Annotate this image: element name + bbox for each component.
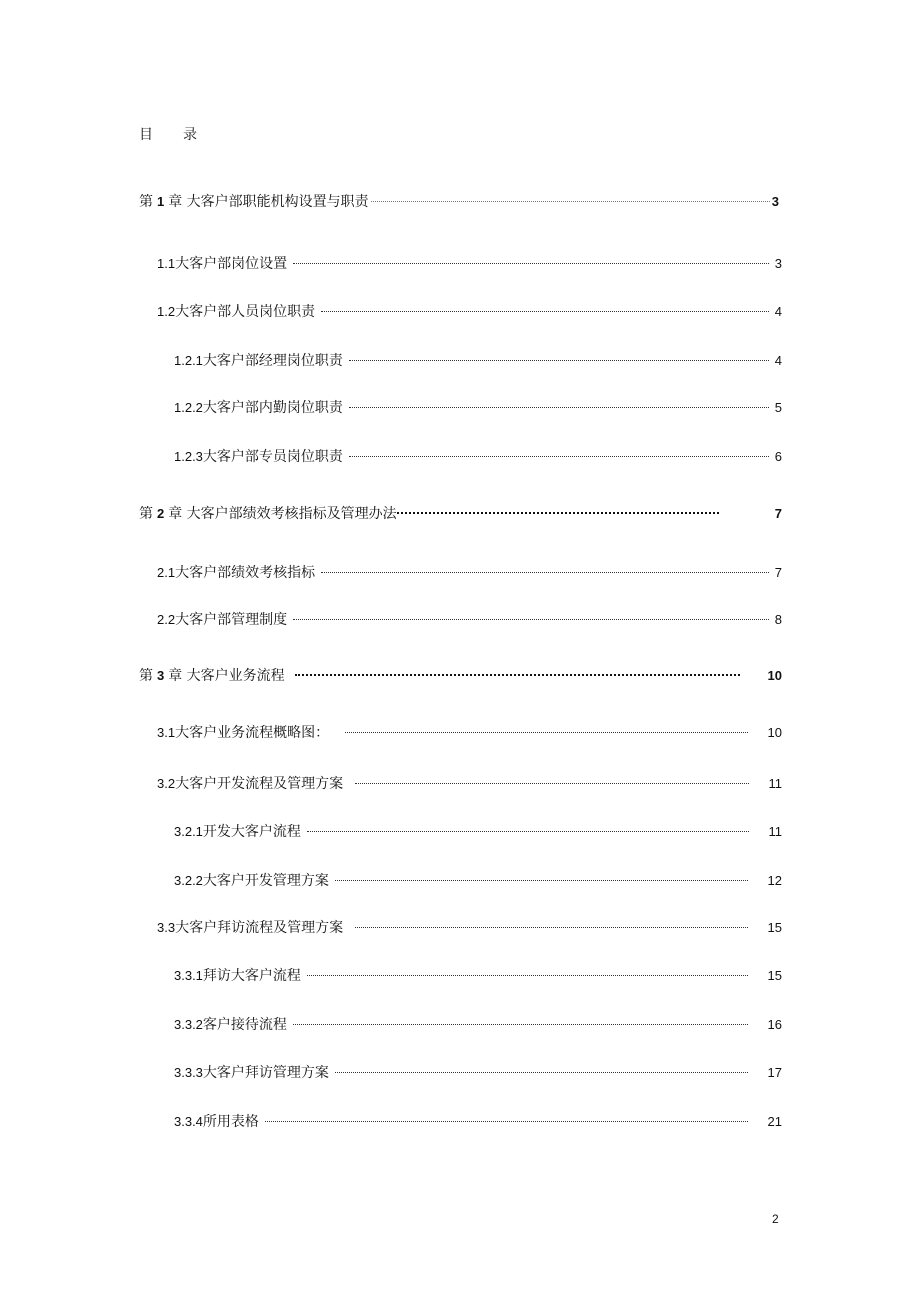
toc-entry-3-3-4[interactable] [174,1111,782,1131]
toc-entry-text: 大客户部管理制度 [175,612,288,628]
toc-leader [321,572,769,573]
toc-entry-page: 4 [774,304,782,319]
toc-entry-number: 2.1 [157,565,176,580]
toc-entry-number: 3.3.2 [174,1017,203,1032]
toc-leader [345,732,747,733]
toc-entry-text: 大客户部专员岗位职责 [202,449,343,465]
toc-entry-number: 2 [157,506,165,521]
toc-entry-text: 客户接待流程 [202,1017,287,1033]
toc-entry-page: 12 [767,873,782,888]
toc-entry-text: 大客户拜访流程及管理方案 [175,920,344,936]
toc-entry-1-2-1[interactable] [174,350,782,370]
toc-entry-1-1[interactable] [157,253,782,273]
toc-entry-3-3-2[interactable] [174,1014,782,1034]
toc-entry-number: 2.2 [157,612,176,627]
toc-entry-page: 17 [767,1065,782,1080]
toc-leader [321,311,769,312]
toc-entry-1-2-2[interactable] [174,397,782,417]
toc-entry-text: 大客户开发流程及管理方案 [175,776,344,792]
toc-leader [349,456,769,457]
toc-title [139,124,197,144]
toc-leader [307,831,749,832]
toc-entry-text: 大客户业务流程概略图： [175,725,330,741]
toc-entry-page: 3 [771,194,779,209]
toc-entry-page: 11 [768,776,782,791]
toc-leader [355,783,748,784]
toc-entry-page: 10 [767,725,782,740]
toc-entry-3-2-1[interactable] [174,821,782,841]
toc-entry-3-2[interactable] [157,773,782,793]
toc-entry-text: 大客户部绩效考核指标 [175,565,316,581]
toc-entry-prefix: 第 [139,506,153,522]
toc-entry-text: 大客户部岗位设置 [175,256,288,272]
toc-entry-number: 3.3.3 [174,1065,203,1080]
toc-leader [335,880,748,881]
page-number: 2 [772,1212,779,1226]
toc-entry-page: 21 [767,1114,782,1129]
toc-entry-1-2[interactable] [157,301,782,321]
toc-leader [335,1072,748,1073]
toc-leader [265,1121,748,1122]
toc-title-left: 目 [139,127,153,143]
toc-entry-text: 章 大客户业务流程 [168,668,285,684]
toc-entry-text: 大客户部内勤岗位职责 [202,400,343,416]
toc-entry-number: 1.2.2 [174,400,203,415]
toc-entry-text: 章 大客户部职能机构设置与职责 [168,194,369,210]
toc-entry-text: 大客户开发管理方案 [202,873,329,889]
toc-entry-chapter-1[interactable] [139,191,779,211]
toc-entry-page: 4 [774,353,782,368]
toc-leader [349,360,769,361]
toc-entry-page: 15 [767,968,782,983]
toc-entry-3-2-2[interactable] [174,870,782,890]
toc-entry-3-3-3[interactable] [174,1062,782,1082]
toc-leader [355,927,747,928]
toc-leader [349,407,769,408]
toc-entry-page: 7 [774,506,782,521]
toc-entry-text: 大客户拜访管理方案 [202,1065,329,1081]
toc-entry-page: 3 [774,256,782,271]
toc-leader [307,975,748,976]
toc-entry-2-2[interactable] [157,609,782,629]
toc-entry-number: 3.3.4 [174,1114,203,1129]
toc-entry-text: 大客户部经理岗位职责 [202,353,343,369]
toc-entry-page: 5 [774,400,782,415]
toc-entry-page: 10 [767,668,782,683]
toc-entry-1-2-3[interactable] [174,446,782,466]
toc-entry-3-3[interactable] [157,917,782,937]
toc-entry-page: 11 [768,824,782,839]
toc-leader [397,512,719,514]
toc-entry-text: 大客户部人员岗位职责 [175,304,316,320]
toc-leader [295,674,740,676]
toc-entry-number: 3.1 [157,725,176,740]
toc-entry-chapter-3[interactable] [139,665,782,685]
toc-entry-text: 拜访大客户流程 [202,968,301,984]
toc-entry-number: 1.2.3 [174,449,203,464]
toc-entry-number: 3.2.2 [174,873,203,888]
toc-entry-page: 8 [774,612,782,627]
toc-leader [293,263,769,264]
toc-entry-number: 3.3 [157,920,176,935]
toc-entry-3-3-1[interactable] [174,965,782,985]
toc-entry-number: 3.3.1 [174,968,203,983]
toc-entry-page: 6 [774,449,782,464]
toc-entry-number: 3.2 [157,776,176,791]
toc-entry-prefix: 第 [139,668,153,684]
toc-leader [293,619,769,620]
toc-entry-prefix: 第 [139,194,153,210]
toc-entry-page: 7 [774,565,782,580]
toc-entry-text: 章 大客户部绩效考核指标及管理办法 [168,506,397,522]
toc-entry-text: 所用表格 [202,1114,259,1130]
toc-entry-number: 3 [157,668,165,683]
toc-entry-chapter-2[interactable] [139,503,782,523]
toc-leader [293,1024,748,1025]
toc-entry-2-1[interactable] [157,562,782,582]
toc-entry-number: 1.2 [157,304,176,319]
toc-entry-number: 1.1 [157,256,176,271]
toc-entry-number: 1.2.1 [174,353,203,368]
toc-entry-page: 16 [767,1017,782,1032]
toc-entry-number: 1 [157,194,165,209]
toc-entry-3-1[interactable] [157,722,782,742]
toc-entry-page: 15 [767,920,782,935]
toc-title-right: 录 [183,127,197,143]
toc-entry-text: 开发大客户流程 [202,824,301,840]
toc-leader [371,201,770,202]
toc-entry-number: 3.2.1 [174,824,203,839]
